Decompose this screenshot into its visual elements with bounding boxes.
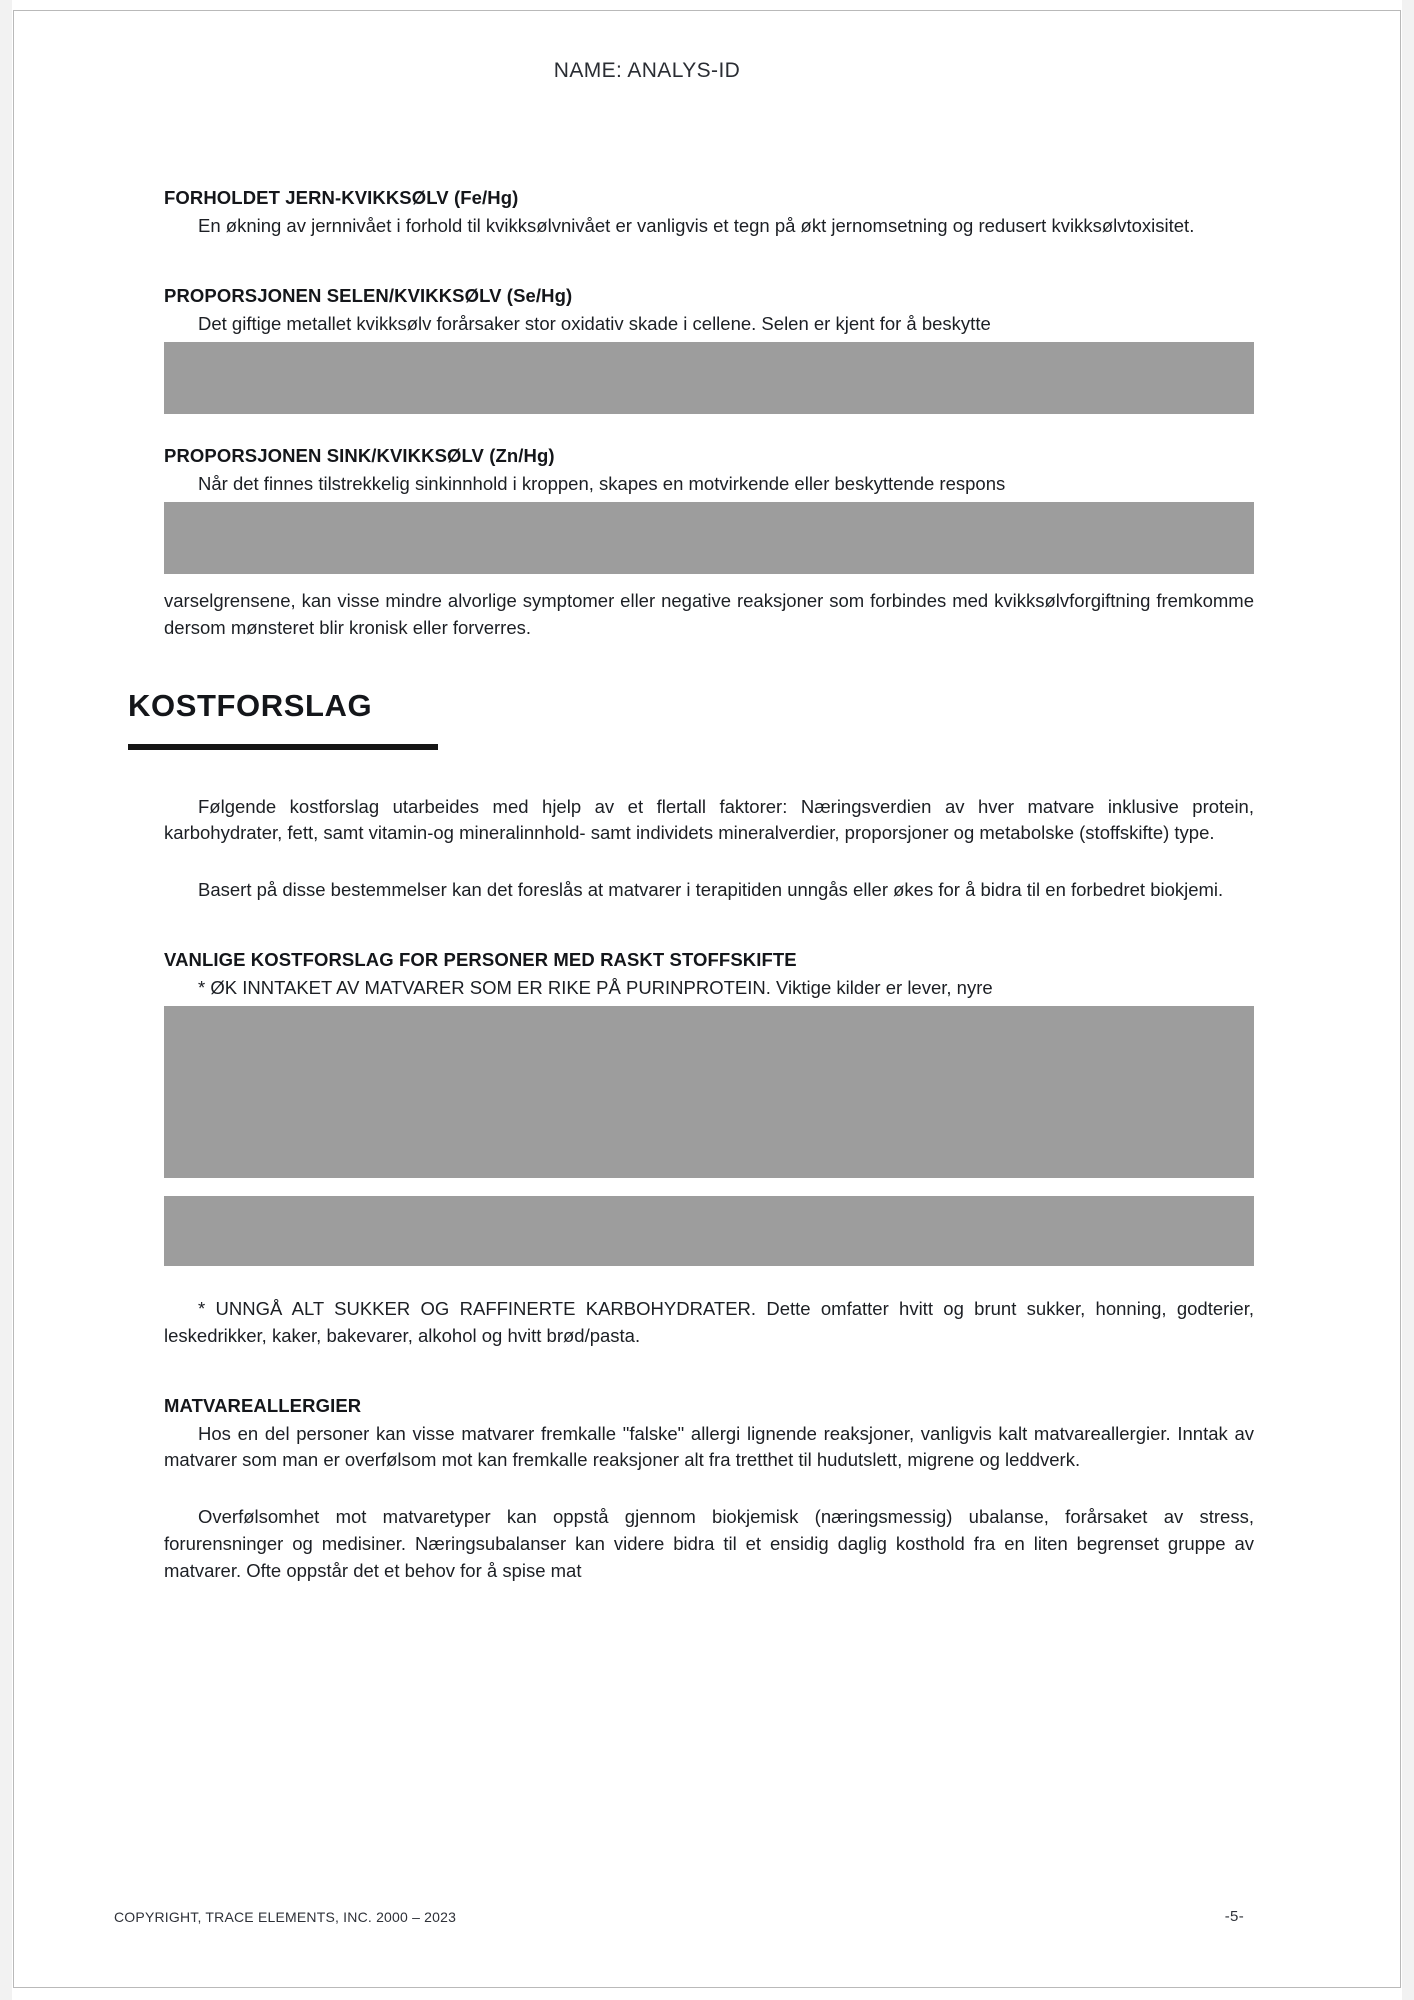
bullet-ok-inntaket: * ØK INNTAKET AV MATVARER SOM ER RIKE PÅ PURINPROTEIN. Viktige kilder er lever, nyre <box>198 977 993 999</box>
redaction-block-2 <box>164 502 1254 574</box>
heading-matvareallergier: MATVAREALLERGIER <box>164 1394 362 1416</box>
document-content <box>128 186 1254 1585</box>
header-name-label: NAME: ANALYS-ID <box>553 59 741 82</box>
scan-edge-left <box>0 0 12 2000</box>
paragraph-kostforslag-1: Følgende kostforslag utarbeides med hjelp av et flertall faktorer: Næringsverdien av hver matvare inklusive protein, karbohydrater, fett, samt vitamin-og mineralinnhold- samt individets mineralverdier, proporsjoner og metabolske (stoffskifte) type. <box>164 795 1254 844</box>
spacer <box>164 414 1254 444</box>
spacer <box>164 750 1254 794</box>
spacer <box>164 1350 1254 1394</box>
paragraph-zn-hg-continuation: varselgrensene, kan visse mindre alvorlige symptomer eller negative reaksjoner som forbindes med kvikksølvforgiftning fremkomme dersom mønsteret blir kronisk eller forverres. <box>164 589 1254 638</box>
spacer <box>164 240 1254 284</box>
heading-vanlige-kostforslag: VANLIGE KOSTFORSLAG FOR PERSONER MED RASKT STOFFSKIFTE <box>164 948 797 970</box>
paragraph-matvareallergier-1: Hos en del personer kan visse matvarer fremkalle "falske" allergi lignende reaksjoner, vanligvis kalt matvareallergier. Inntak av matvarer som man er overfølsom mot kan fremkalle reaksjoner alt fra tretthet til hudutslett, migrene og leddverk. <box>164 1422 1254 1471</box>
footer-copyright: COPYRIGHT, TRACE ELEMENTS, INC. 2000 – 2023 <box>114 1909 457 1925</box>
redaction-block-1 <box>164 342 1254 414</box>
redaction-block-3 <box>164 1006 1254 1178</box>
document-header <box>14 59 1400 83</box>
redaction-block-4 <box>164 1196 1254 1266</box>
document-footer <box>114 1908 1304 1925</box>
heading-se-hg: PROPORSJONEN SELEN/KVIKKSØLV (Se/Hg) <box>164 284 573 306</box>
scan-edge-right <box>1402 0 1414 2000</box>
heading-fe-hg: FORHOLDET JERN-KVIKKSØLV (Fe/Hg) <box>164 187 519 208</box>
paragraph-kostforslag-2: Basert på disse bestemmelser kan det foreslås at matvarer i terapitiden unngås eller økes for å bidra til en forbedret biokjemi. <box>198 879 1224 901</box>
spacer <box>164 1266 1254 1296</box>
bullet-unnga-sukker: * UNNGÅ ALT SUKKER OG RAFFINERTE KARBOHYDRATER. Dette omfatter hvitt og brunt sukker, honning, godterier, leskedrikker, kaker, bakevarer, alkohol og hvitt brød/pasta. <box>164 1297 1254 1346</box>
paragraph-se-hg: Det giftige metallet kvikksølv forårsaker stor oxidativ skade i cellene. Selen er kjent for å beskytte <box>198 313 991 335</box>
heading-zn-hg: PROPORSJONEN SINK/KVIKKSØLV (Zn/Hg) <box>164 444 555 466</box>
footer-page-number: -5- <box>1224 1908 1244 1925</box>
paragraph-fe-hg: En økning av jernnivået i forhold til kvikksølvnivået er vanligvis et tegn på økt jernomsetning og redusert kvikksølvtoxisitet. <box>198 215 1195 237</box>
spacer <box>164 1474 1254 1504</box>
spacer <box>164 574 1254 588</box>
paragraph-zn-hg: Når det finnes tilstrekkelig sinkinnhold i kroppen, skapes en motvirkende eller beskyttende respons <box>198 473 1006 494</box>
paragraph-matvareallergier-2: Overfølsomhet mot matvaretyper kan oppstå gjennom biokjemisk (næringsmessig) ubalanse, forårsaket av stress, forurensninger og medisiner. Næringsubalanser kan videre bidra til et ensidig daglig kosthold fra en liten begrenset gruppe av matvarer. Ofte oppstår det et behov for å spise mat <box>164 1506 1254 1581</box>
section-kostforslag-header <box>128 689 1254 749</box>
spacer <box>164 847 1254 877</box>
spacer <box>164 904 1254 948</box>
document-page <box>14 11 1400 1987</box>
section-title-kostforslag: KOSTFORSLAG <box>128 688 373 724</box>
